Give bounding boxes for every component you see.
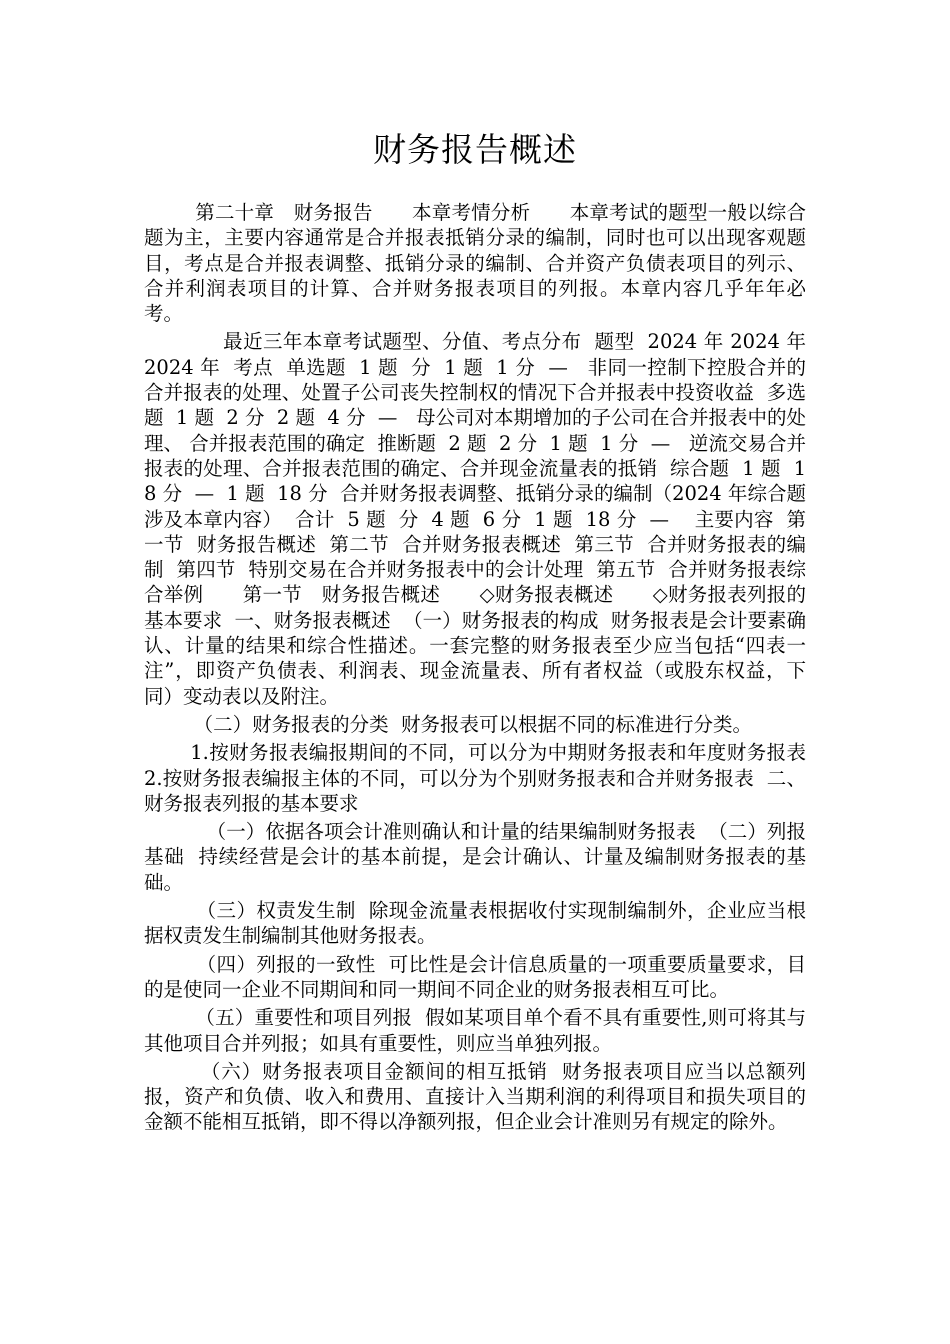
paragraph-offsetting: （六）财务报表项目金额间的相互抵销 财务报表项目应当以总额列报，资产和负债、收入和费用、直接计入当期利润的利得项目和损失项目的金额不能相互抵销，即不得以净额列报，但企业会计准则另有规定的除外。 (144, 1059, 806, 1134)
paragraph-exam-distribution: 最近三年本章考试题型、分值、考点分布 题型 2024 年 2024 年 2024 年 考点 单选题 1 题 分 1 题 1 分 — 非同一控制下控股合并的合并报表的处理、处置子公司丧失控制权的情况下合并报表中投资收益 多选题 1 题 2 分 2 题 4 分 — 母公司对本期增加的子公司在合并报表中的处理、 合并报表范围的确定 推断题 2 题 2 分 1 题 1 分 — 逆流交易合并报表的处理、合并报表范围的确定、合并现金流量表的抵销 综合题 1 题 18 分 — 1 题 18 分 合并财务报表调整、抵销分录的编制（2024 年综合题涉及本章内容） 合计 5 题 分 4 题 6 分 1 题 18 分 — 主要内容 第一节 财务报告概述 第二节 合并财务报表概述 第三节 合并财务报表的编制 第四节 特别交易在合并财务报表中的会计处理 第五节 合并财务报表综合举例 第一节 财务报告概述 ◇财务报表概述 ◇财务报表列报的基本要求 一、财务报表概述 （一）财务报表的构成 财务报表是会计要素确认、计量的结果和综合性描述。一套完整的财务报表至少应当包括“四表一注”，即资产负债表、利润表、现金流量表、所有者权益（或股东权益，下同）变动表以及附注。 (144, 330, 819, 708)
paragraph-accrual-basis: （三）权责发生制 除现金流量表根据收付实现制编制外，企业应当根据权责发生制编制其他财务报表。 (144, 899, 806, 948)
paragraph-report-classification: （二）财务报表的分类 财务报表可以根据不同的标准进行分类。 (144, 712, 752, 736)
document-title: 财务报告概述 (373, 130, 577, 169)
paragraph-consistency: （四）列报的一致性 可比性是会计信息质量的一项重要质量要求，目的是使同一企业不同期间和同一期间不同企业的财务报表相互可比。 (144, 952, 806, 1001)
paragraph-basis-of-reporting: （一）依据各项会计准则确认和计量的结果编制财务报表 （二）列报基础 持续经营是会计的基本前提，是会计确认、计量及编制财务报表的基础。 (144, 820, 806, 894)
paragraph-materiality: （五）重要性和项目列报 假如某项目单个看不具有重要性,则可将其与其他项目合并列报；如具有重要性，则应当单独列报。 (144, 1006, 806, 1055)
paragraph-chapter-intro: 第二十章 财务报告 本章考情分析 本章考试的题型一般以综合题为主，主要内容通常是合并报表抵销分录的编制，同时也可以出现客观题目，考点是合并报表调整、抵销分录的编制、合并资产负债表项目的列示、合并利润表项目的计算、合并财务报表项目的列报。本章内容几乎年年必考。 (144, 201, 806, 326)
paragraph-classification-items: 1.按财务报表编报期间的不同，可以分为中期财务报表和年度财务报表 2.按财务报表编报主体的不同，可以分为个别财务报表和合并财务报表 二、财务报表列报的基本要求 (144, 741, 819, 815)
document-body (144, 200, 819, 1135)
